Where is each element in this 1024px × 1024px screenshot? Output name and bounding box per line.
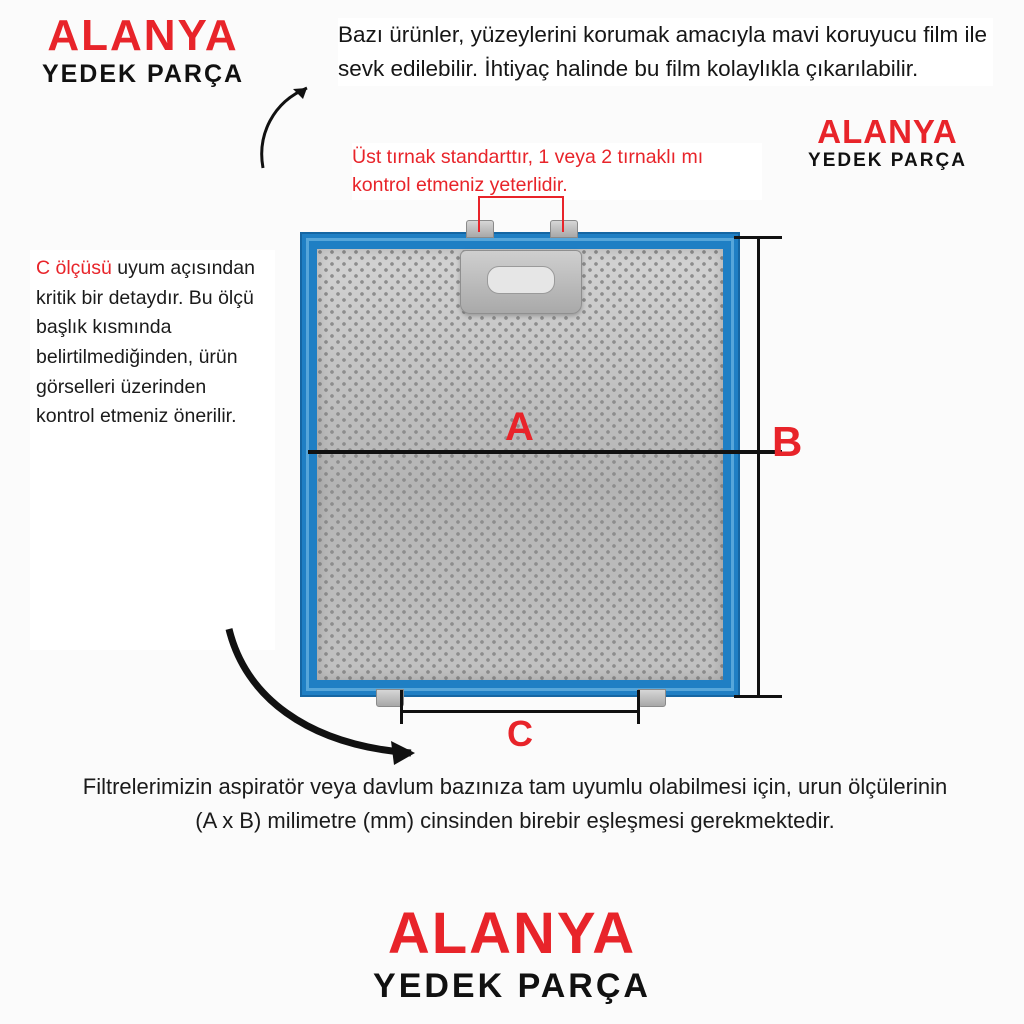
grease-filter-illustration — [300, 232, 740, 697]
filter-top-tab-right — [550, 220, 578, 238]
filter-handle-slot — [487, 266, 555, 294]
dimension-c-tick-left — [400, 690, 403, 724]
tab-pointer-right — [562, 196, 564, 232]
dimension-label-c: C — [507, 713, 533, 754]
brand-logo-line1: ALANYA — [817, 113, 958, 150]
brand-logo-bottom — [287, 901, 737, 1005]
brand-logo-line1: ALANYA — [387, 901, 637, 966]
note-c-measure — [30, 250, 275, 650]
note-c-measure-accent: C ölçüsü — [36, 257, 112, 279]
dimension-b-tick-top — [734, 236, 782, 239]
note-protective-film: Bazı ürünler, yüzeylerini korumak amacıyla mavi koruyucu film ile sevk edilebilir. İhtiyaç halinde bu film kolaylıkla çıkarılabilir. — [338, 18, 993, 86]
brand-logo-top-right — [770, 115, 1005, 170]
dimension-b-line — [757, 236, 760, 698]
brand-logo-line2: YEDEK PARÇA — [373, 967, 651, 1005]
dimension-c-tick-right — [637, 690, 640, 724]
dimension-a-line — [308, 450, 782, 454]
tab-pointer-connector — [478, 196, 564, 198]
dimension-label-b: B — [772, 418, 803, 465]
filter-handle — [460, 250, 582, 314]
dimension-label-a: A — [505, 405, 534, 449]
note-c-measure-rest: uyum açısından kritik bir detaydır. Bu ölçü başlık kısmında belirtilmediğinden, ürün görselleri üzerinden kontrol etmeniz önerilir. — [36, 257, 255, 428]
brand-logo-top-left — [18, 11, 268, 88]
note-tab-standard: Üst tırnak standarttır, 1 veya 2 tırnaklı mı kontrol etmeniz yeterlidir. — [352, 143, 762, 200]
dimension-b-tick-bottom — [734, 695, 782, 698]
brand-logo-line2: YEDEK PARÇA — [808, 150, 967, 171]
note-size-match: Filtrelerimizin aspiratör veya davlum bazınıza tam uyumlu olabilmesi için, urun ölçülerinin (A x B) milimetre (mm) cinsinden birebir eşleşmesi gerekmektedir. — [82, 774, 948, 834]
filter-top-tab-left — [466, 220, 494, 238]
filter-bottom-tab-right — [638, 689, 666, 707]
brand-logo-line1: ALANYA — [47, 11, 239, 60]
brand-logo-line2: YEDEK PARÇA — [41, 60, 245, 88]
arrow-top-note — [255, 80, 325, 170]
tab-pointer-left — [478, 196, 480, 232]
